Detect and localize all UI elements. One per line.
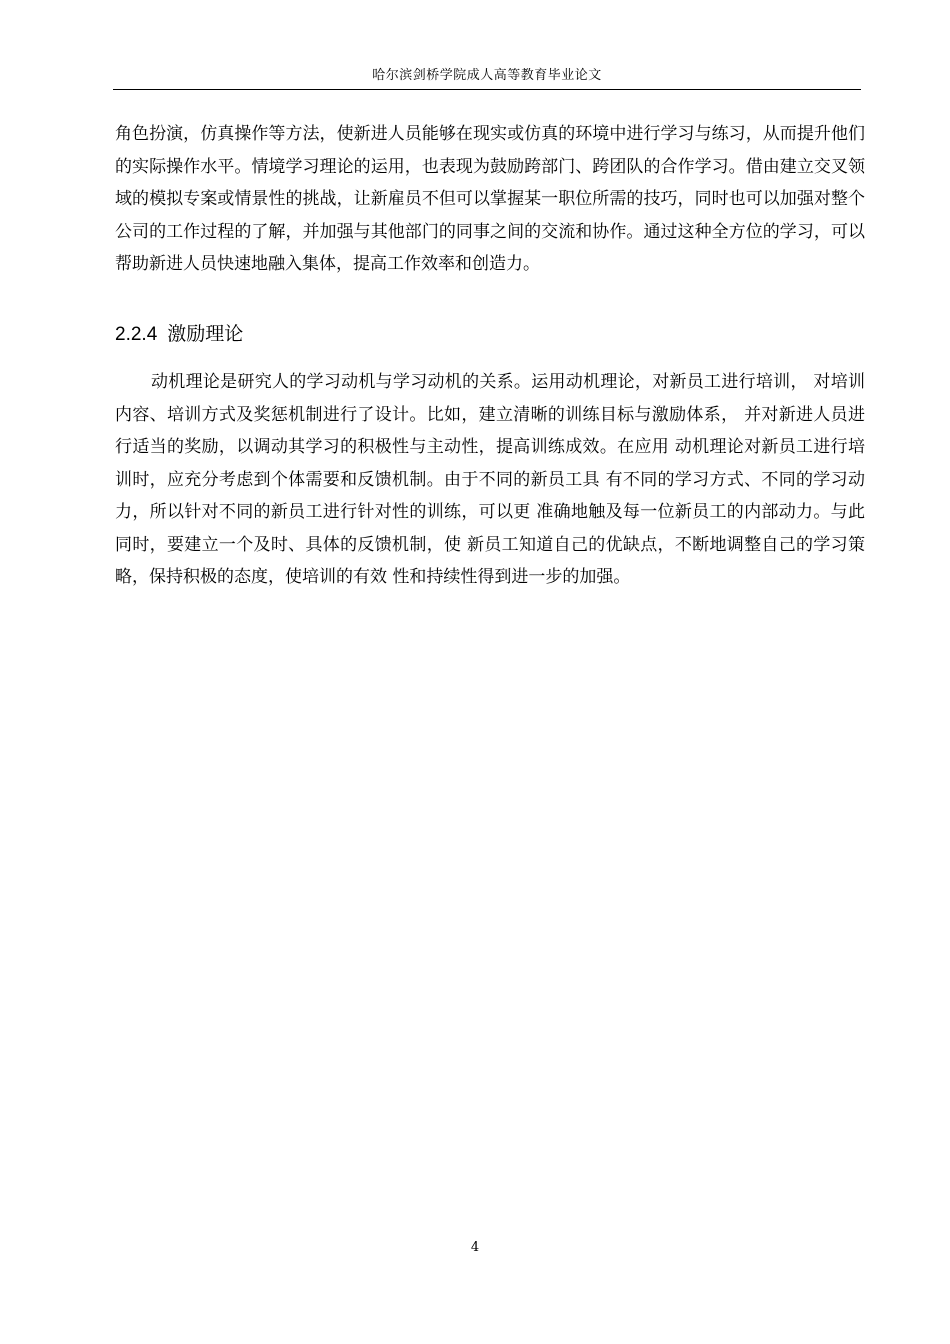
running-header: 哈尔滨剑桥学院成人高等教育毕业论文 <box>372 68 602 83</box>
body-paragraph-2: 动机理论是研究人的学习动机与学习动机的关系。运用动机理论，对新员工进行培训， 对培训内容、培训方式及奖惩机制进行了设计。比如，建立清晰的训练目标与激励体系， 并对新进人员进行适当的奖励，以调动其学习的积极性与主动性，提高训练成效。在应用 动机理论对新员工进行培训时，应充分考虑到个体需要和反馈机制。由于不同的新员工具 有不同的学习方式、不同的学习动力，所以针对不同的新员工进行针对性的训练，可以更 准确地触及每一位新员工的内部动力。与此同时，要建立一个及时、具体的反馈机制，使 新员工知道自己的优缺点，不断地调整自己的学习策略，保持积极的态度，使培训的有效 性和持续性得到进一步的加强。 <box>115 372 865 587</box>
page-number: 4 <box>470 1240 480 1255</box>
section-heading <box>115 321 243 349</box>
header-divider <box>113 89 861 90</box>
body-paragraph-1: 角色扮演，仿真操作等方法，使新进人员能够在现实或仿真的环境中进行学习与练习，从而提升他们的实际操作水平。情境学习理论的运用，也表现为鼓励跨部门、跨团队的合作学习。借由建立交叉领域的模拟专案或情景性的挑战，让新雇员不但可以掌握某一职位所需的技巧，同时也可以加强对整个公司的工作过程的了解，并加强与其他部门的同事之间的交流和协作。通过这种全方位的学习，可以帮助新进人员快速地融入集体，提高工作效率和创造力。 <box>115 124 865 274</box>
section-number: 2.2.4 <box>115 324 158 345</box>
section-title: 激励理论 <box>167 324 244 345</box>
